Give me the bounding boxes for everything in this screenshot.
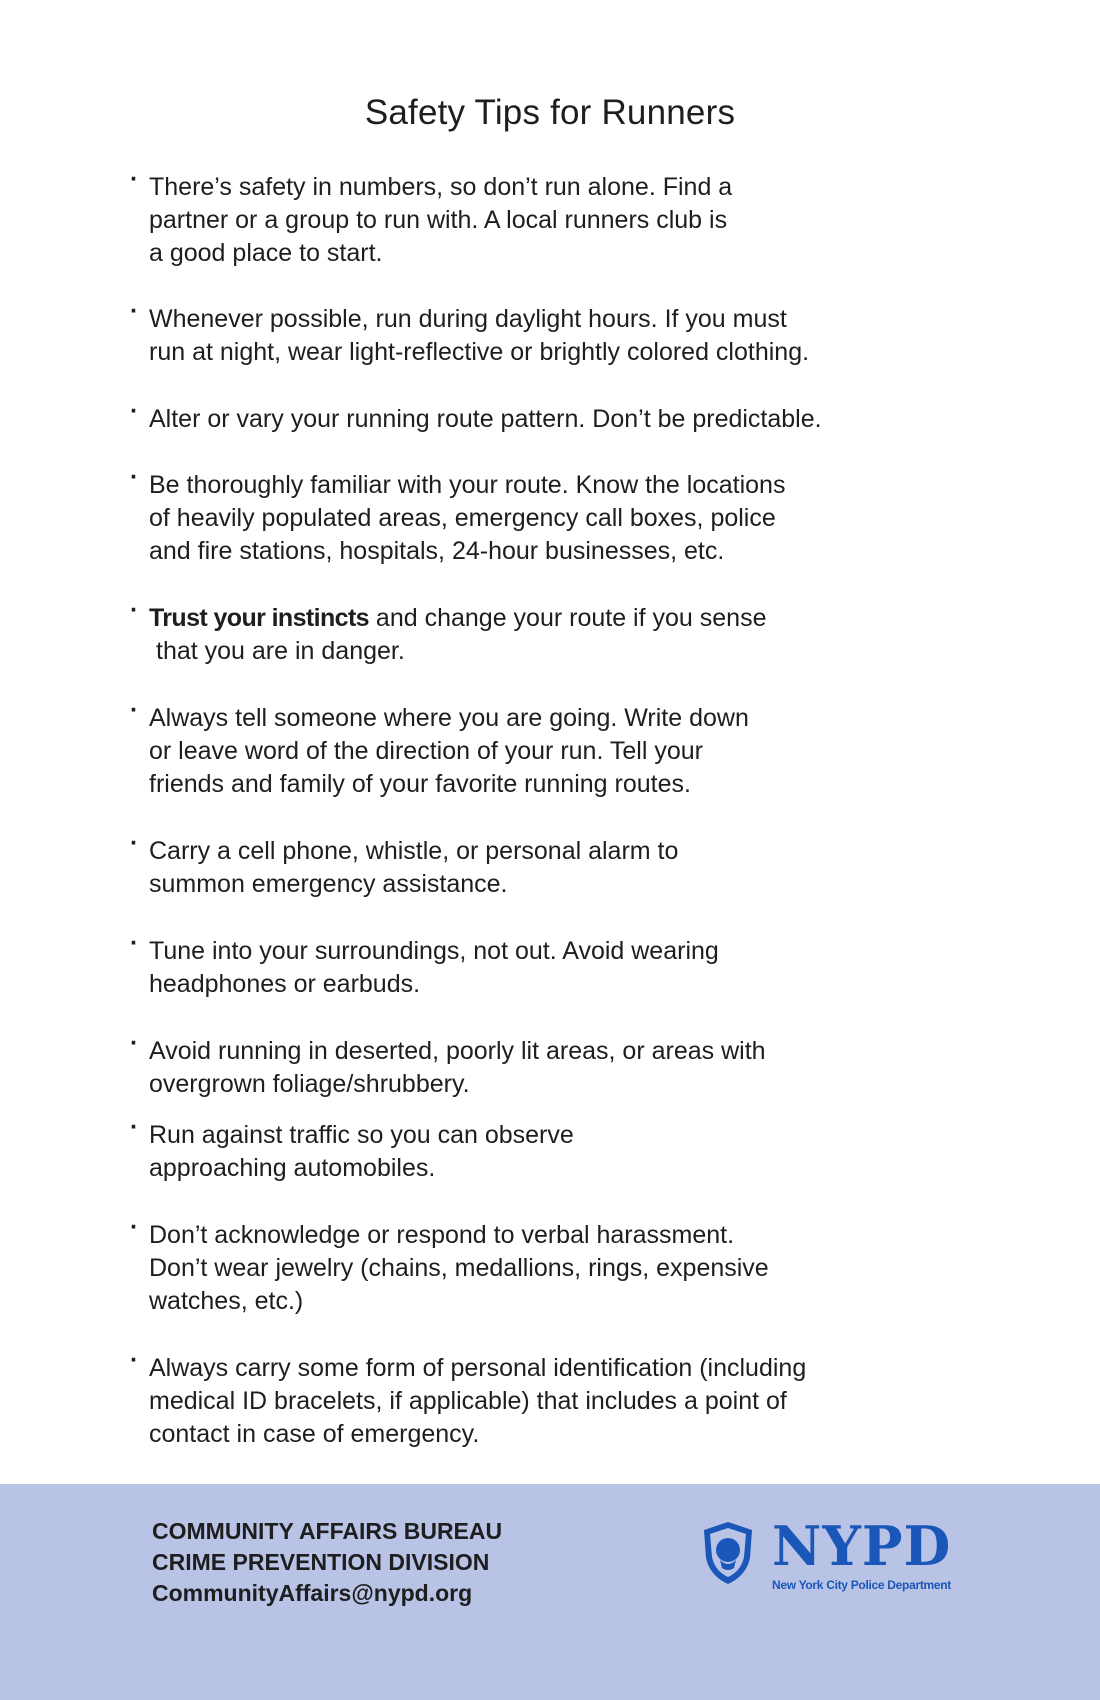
- bullet: ·: [130, 1029, 139, 1057]
- tip-line-rest: and change your route if you sense: [368, 604, 767, 632]
- bullet: ·: [130, 1113, 139, 1141]
- tip-item: [130, 929, 990, 1001]
- page-title: Safety Tips for Runners: [364, 93, 736, 132]
- tip-line: There’s safety in numbers, so don’t run alone. Find a: [149, 173, 733, 201]
- tip-line: or leave word of the direction of your run. Tell your: [149, 737, 703, 765]
- bullet: ·: [130, 696, 139, 724]
- tip-item: [130, 1029, 990, 1101]
- tip-item: [130, 165, 990, 270]
- bullet: ·: [130, 397, 139, 425]
- tip-line: Don’t wear jewelry (chains, medallions, rings, expensive: [149, 1254, 769, 1282]
- footer-contact: [152, 1516, 502, 1609]
- bullet: ·: [130, 829, 139, 857]
- tip-line: [130, 602, 990, 635]
- tip-line: medical ID bracelets, if applicable) that includes a point of: [149, 1387, 787, 1415]
- tip-line: Alter or vary your running route pattern. Don’t be predictable.: [149, 405, 822, 433]
- tip-item: [130, 397, 990, 436]
- tip-item: [130, 1113, 990, 1185]
- tip-line: that you are in danger.: [156, 637, 405, 665]
- tip-line: headphones or earbuds.: [149, 970, 421, 998]
- tip-line: of heavily populated areas, emergency call boxes, police: [149, 504, 776, 532]
- police-shield-icon: [700, 1520, 756, 1586]
- tip-line: watches, etc.): [149, 1287, 304, 1315]
- bullet: ·: [130, 165, 139, 193]
- tip-line: summon emergency assistance.: [149, 870, 508, 898]
- bullet: ·: [130, 463, 139, 491]
- tip-item: [130, 696, 990, 801]
- email-link[interactable]: CommunityAffairs@nypd.org: [152, 1580, 473, 1606]
- bullet: ·: [130, 1346, 139, 1374]
- bullet: ·: [130, 1213, 139, 1241]
- tip-item: [130, 829, 990, 901]
- bullet: ·: [130, 297, 139, 325]
- division-name: CRIME PREVENTION DIVISION: [152, 1549, 490, 1575]
- tip-line: contact in case of emergency.: [149, 1420, 480, 1448]
- tip-line: Always carry some form of personal identification (including: [149, 1354, 807, 1382]
- tip-item: [130, 297, 990, 369]
- tip-line: run at night, wear light-reflective or brightly colored clothing.: [149, 338, 810, 366]
- tip-line: Carry a cell phone, whistle, or personal alarm to: [149, 837, 679, 865]
- tip-line: a good place to start.: [149, 239, 383, 267]
- tip-line: and fire stations, hospitals, 24-hour businesses, etc.: [149, 537, 725, 565]
- tip-line: Run against traffic so you can observe: [149, 1121, 574, 1149]
- tip-line: Be thoroughly familiar with your route. Know the locations: [149, 471, 786, 499]
- tip-line: Avoid running in deserted, poorly lit areas, or areas with: [149, 1037, 766, 1065]
- tip-emphasis: Trust your instincts: [149, 604, 369, 632]
- tip-line: friends and family of your favorite running routes.: [149, 770, 691, 798]
- logo-tagline: New York City Police Department: [772, 1578, 951, 1592]
- tip-line: approaching automobiles.: [149, 1154, 436, 1182]
- tip-line: Whenever possible, run during daylight hours. If you must: [149, 305, 787, 333]
- tip-line: Tune into your surroundings, not out. Avoid wearing: [149, 937, 719, 965]
- bullet: ·: [130, 596, 139, 624]
- logo-wordmark: NYPD: [772, 1514, 952, 1578]
- bullet: ·: [130, 929, 139, 957]
- tip-line: overgrown foliage/shrubbery.: [149, 1070, 470, 1098]
- tip-item: [130, 596, 990, 668]
- nypd-logo: [700, 1514, 980, 1598]
- tip-item: [130, 1346, 990, 1451]
- tip-item: [130, 463, 990, 568]
- tip-line: Don’t acknowledge or respond to verbal harassment.: [149, 1221, 735, 1249]
- bureau-name: COMMUNITY AFFAIRS BUREAU: [152, 1518, 503, 1544]
- tip-line: Always tell someone where you are going. Write down: [149, 704, 749, 732]
- tip-item: [130, 1213, 990, 1318]
- tip-line: partner or a group to run with. A local runners club is: [149, 206, 728, 234]
- footer: [0, 1484, 1100, 1700]
